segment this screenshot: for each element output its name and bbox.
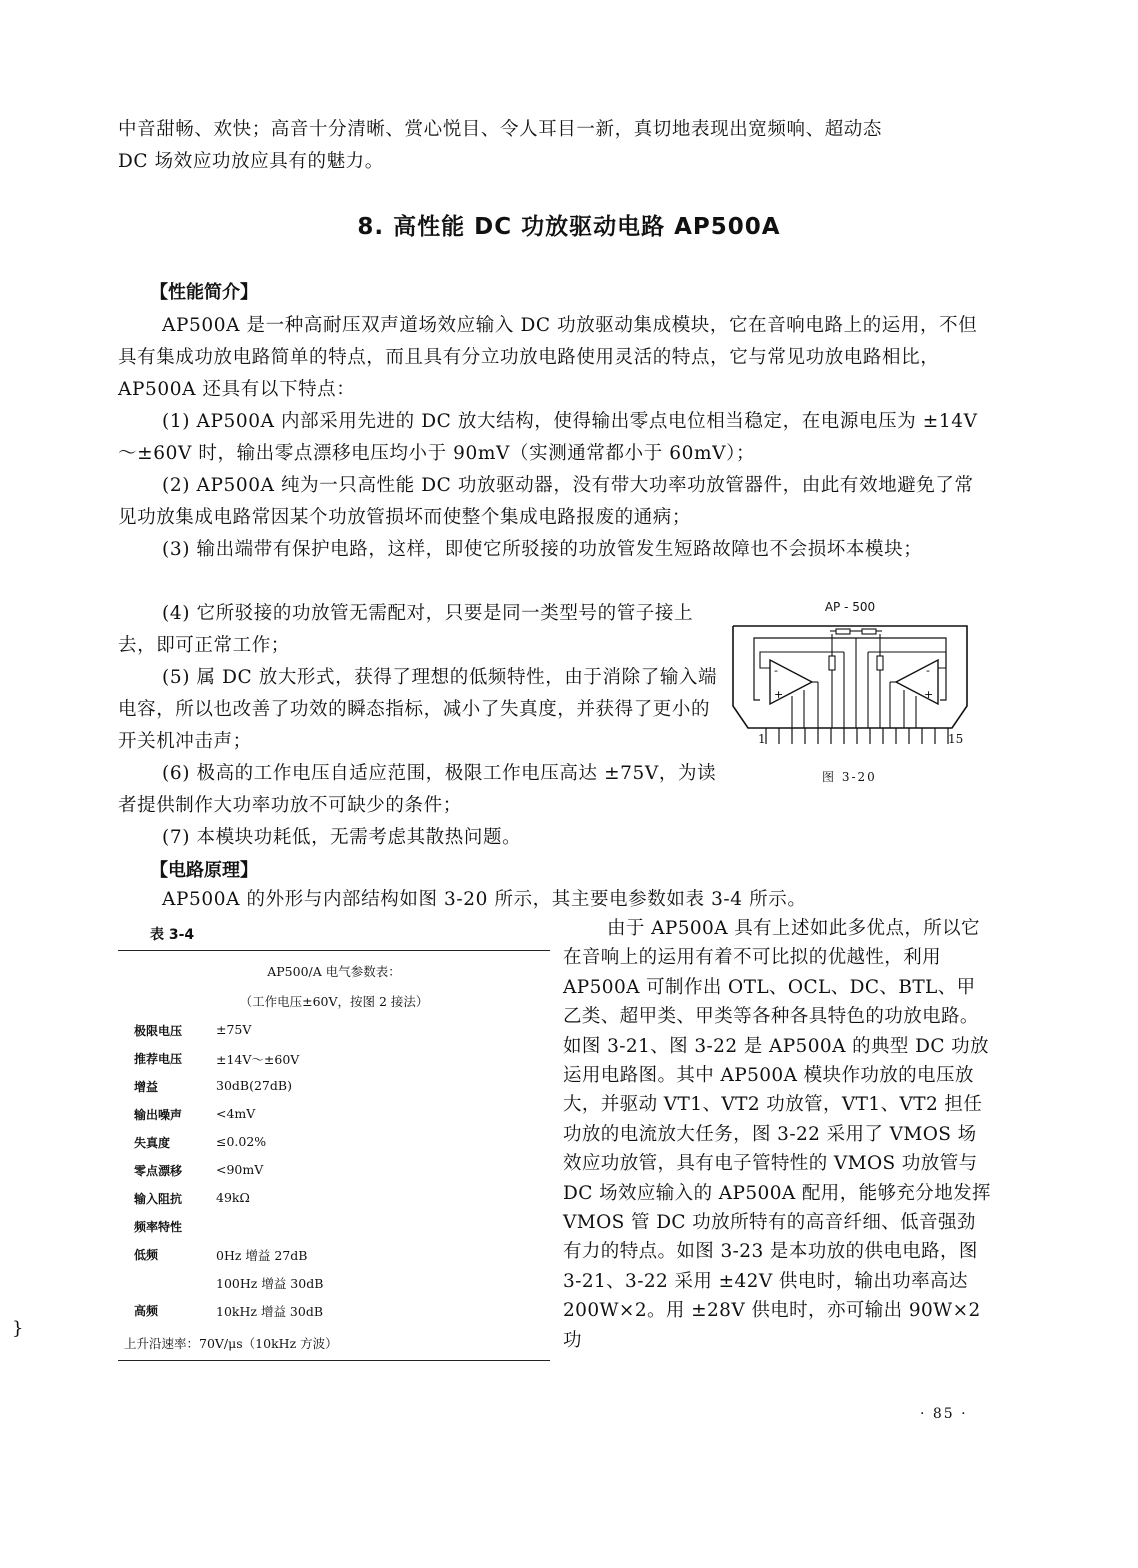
param-value: ≤0.02% (216, 1134, 267, 1149)
figure-caption: 图 3-20 (822, 770, 877, 784)
feature-5: (5) 属 DC 放大形式，获得了理想的低频特性，由于消除了输入端电容，所以也改善了功效的瞬态指标，减小了失真度，并获得了更小的开关机冲击声； (118, 667, 718, 752)
feature-3: (3) 输出端带有保护电路，这样，即使它所驳接的功放管发生短路故障也不会损坏本模块； (162, 539, 923, 560)
param-name: 高频 (134, 1304, 159, 1318)
param-value: 49kΩ (216, 1190, 250, 1205)
section-title: 8. 高性能 DC 功放驱动电路 AP500A (357, 214, 781, 240)
param-name: 极限电压 (134, 1024, 183, 1038)
feature-6: (6) 极高的工作电压自适应范围，极限工作电压高达 ±75V，为读者提供制作大功率功放不可缺少的条件； (118, 763, 717, 816)
intro-line-1: 中音甜畅、欢快；高音十分清晰、赏心悦目、令人耳目一新，真切地表现出宽频响、超动态 (118, 119, 883, 140)
figure-3-20 (730, 598, 970, 798)
param-value: 0Hz 增益 27dB (216, 1248, 308, 1263)
param-name: 推荐电压 (134, 1052, 183, 1066)
param-value: 10kHz 增益 30dB (216, 1304, 324, 1319)
table-top-rule (118, 950, 550, 951)
table-row (134, 1162, 544, 1190)
figure-title: AP - 500 (824, 600, 876, 614)
param-name: 输出噪声 (134, 1108, 183, 1122)
table-row (134, 1246, 544, 1274)
param-name: 频率特性 (134, 1220, 183, 1234)
margin-mark: } (12, 1318, 24, 1339)
parameter-table (118, 950, 550, 1362)
intro-line-2: DC 场效应功放应具有的魅力。 (118, 151, 384, 172)
table-row (134, 1078, 544, 1106)
feature-4: (4) 它所驳接的功放管无需配对，只要是同一类型号的管子接上去，即可正常工作； (118, 603, 694, 656)
table-row (134, 1218, 544, 1246)
paragraph-applications: 由于 AP500A 具有上述如此多优点，所以它在音响上的运用有着不可比拟的优越性，利用 AP500A 可制作出 OTL、OCL、DC、BTL、甲乙类、超甲类、甲类等各种各具特色的功放电路。如图 3-21、图 3-22 是 AP500A 的典型 DC 功放运用电路图。其中 AP500A 模块作功放的电压放大，并驱动 VT1、VT2 功放管，VT1、VT2 担任功放的电流放大任务，图 3-22 采用了 VMOS 场效应功放管，具有电子管特性的 VMOS 功放管与 DC 场效应输入的 AP500A 配用，能够充分地发挥 VMOS 管 DC 功放所特有的高音纤细、低音强劲有力的特点。如图 3-23 是本功放的供电电路，图 3-21、3-22 采用 ±42V 供电时，输出功率高达 200W×2。用 ±28V 供电时，亦可输出 90W×2 功 (563, 918, 991, 1351)
table-subheading: （工作电压±60V，按图 2 接法） (239, 994, 429, 1009)
heading-performance: 【性能简介】 (150, 282, 258, 303)
feature-2: (2) AP500A 纯为一只高性能 DC 功放驱动器，没有带大功率功放管器件，由此有效地避免了常见功放集成电路常因某个功放管损坏而使整个集成电路报废的通病； (118, 475, 974, 528)
param-value: 100Hz 增益 30dB (216, 1276, 324, 1291)
table-row (134, 1302, 544, 1330)
table-row (134, 1106, 544, 1134)
svg-text:-: - (926, 664, 930, 677)
pin-15-label: 15 (948, 732, 964, 746)
param-name: 输入阻抗 (134, 1192, 183, 1206)
heading-circuit-principle: 【电路原理】 (150, 860, 258, 881)
table-row (134, 1050, 544, 1078)
svg-text:+: + (924, 688, 934, 701)
param-name: 增益 (134, 1080, 159, 1094)
svg-text:+: + (774, 688, 784, 701)
param-value: <90mV (216, 1162, 264, 1177)
page-number: · 85 · (920, 1406, 968, 1422)
feature-1: (1) AP500A 内部采用先进的 DC 放大结构，使得输出零点电位相当稳定，在电源电压为 ±14V～±60V 时，输出零点漂移电压均小于 90mV（实测通常都小于 60mV）； (118, 411, 978, 464)
svg-text:-: - (774, 664, 778, 677)
table-row (134, 1190, 544, 1218)
table-row (134, 1134, 544, 1162)
table-footer: 上升沿速率：70V/μs（10kHz 方波） (124, 1336, 338, 1351)
param-value: <4mV (216, 1106, 256, 1121)
param-value: ±75V (216, 1022, 252, 1037)
module-diagram (730, 616, 970, 766)
feature-7: (7) 本模块功耗低，无需考虑其散热问题。 (162, 827, 522, 848)
paragraph-figure-ref: AP500A 的外形与内部结构如图 3-20 所示，其主要电参数如表 3-4 所示。 (162, 889, 807, 910)
table-heading: AP500/A 电气参数表： (267, 964, 401, 979)
param-name: 低频 (134, 1248, 159, 1262)
param-name: 零点漂移 (134, 1164, 183, 1178)
param-name: 失真度 (134, 1136, 171, 1150)
table-row (134, 1022, 544, 1050)
table-label: 表 3-4 (150, 927, 195, 943)
param-value: ±14V～±60V (216, 1052, 300, 1067)
pin-1-label: 1 (758, 732, 766, 746)
paragraph-intro: AP500A 是一种高耐压双声道场效应输入 DC 功放驱动集成模块，它在音响电路上的运用，不但具有集成功放电路简单的特点，而且具有分立功放电路使用灵活的特点，它与常见功放电路相比，AP500A 还具有以下特点： (118, 315, 978, 400)
table-bottom-rule (118, 1360, 550, 1361)
param-value: 30dB(27dB) (216, 1078, 292, 1093)
table-row (134, 1274, 544, 1302)
